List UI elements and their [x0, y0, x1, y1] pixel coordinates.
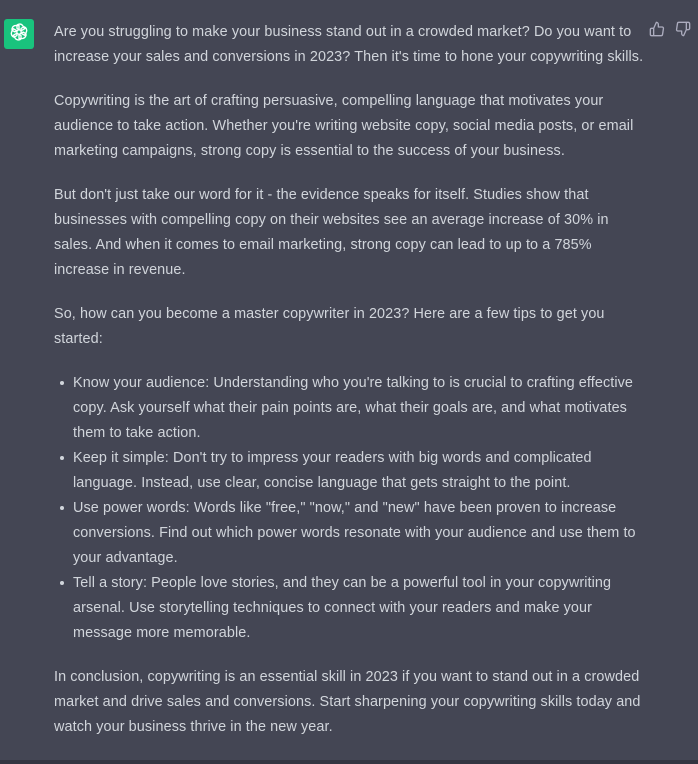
- openai-logo-icon: [8, 21, 30, 48]
- divider: [0, 760, 698, 764]
- message-paragraph: But don't just take our word for it - the evidence speaks for itself. Studies show that businesses with compelling copy on their websites see an average increase of 30% in sales. And when it comes to email marketing, strong copy can lead to up to a 785% increase in revenue.: [54, 187, 609, 278]
- thumbs-up-icon: [649, 21, 665, 42]
- tips-list: [54, 371, 650, 646]
- message-paragraph: So, how can you become a master copywriter in 2023? Here are a few tips to get you started:: [54, 306, 605, 347]
- list-item: Know your audience: Understanding who you're talking to is crucial to crafting effective copy. Ask yourself what their pain points are, what their goals are, and what motivates them to take action.: [73, 371, 650, 446]
- list-item: Keep it simple: Don't try to impress your readers with big words and complicated language. Instead, use clear, concise language that gets straight to the point.: [73, 446, 650, 496]
- list-item: Tell a story: People love stories, and they can be a powerful tool in your copywriting arsenal. Use storytelling techniques to connect with your readers and make your message more memorable.: [73, 571, 650, 646]
- assistant-message-content: [54, 20, 650, 759]
- thumbs-down-button[interactable]: [674, 22, 692, 40]
- message-paragraph: Copywriting is the art of crafting persuasive, compelling language that motivates your audience to take action. Whether you're writing website copy, social media posts, or email marketing campaigns, strong copy is essential to the success of your business.: [54, 93, 634, 159]
- thumbs-down-icon: [675, 21, 691, 42]
- feedback-buttons: [648, 22, 692, 40]
- message-paragraph: Are you struggling to make your business stand out in a crowded market? Do you want to increase your sales and conversions in 2023? Then it's time to hone your copywriting skills.: [54, 24, 644, 65]
- message-paragraph: In conclusion, copywriting is an essential skill in 2023 if you want to stand out in a crowded market and drive sales and conversions. Start sharpening your copywriting skills today and watch your business thrive in the new year.: [54, 669, 641, 735]
- list-item: Use power words: Words like "free," "now," and "new" have been proven to increase conversions. Find out which power words resonate with your audience and use them to your advantage.: [73, 496, 650, 571]
- assistant-avatar: [4, 19, 34, 49]
- thumbs-up-button[interactable]: [648, 22, 666, 40]
